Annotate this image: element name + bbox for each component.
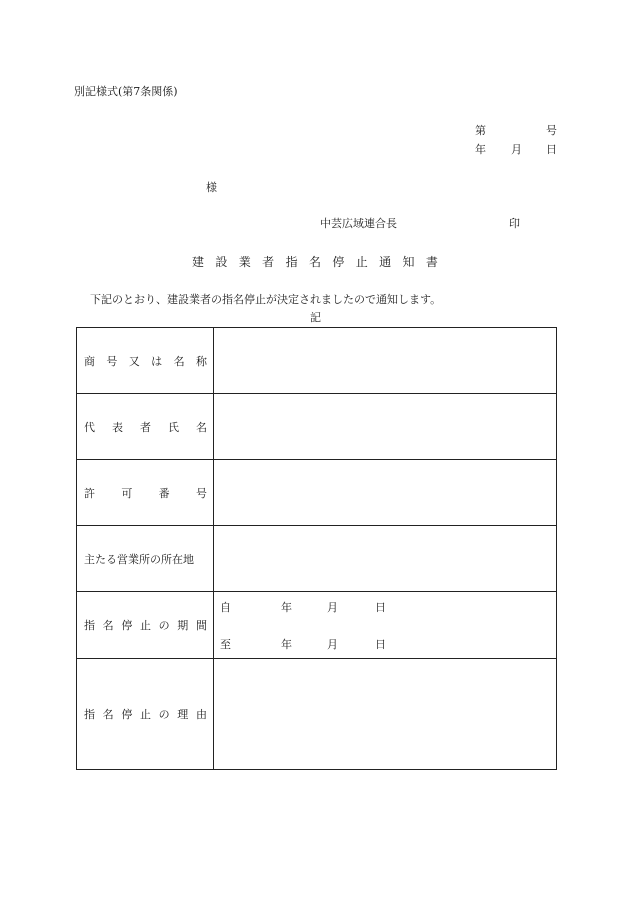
date-day-label: 日	[546, 143, 557, 156]
period-label-cell	[77, 592, 214, 659]
table-row	[77, 394, 557, 460]
trade-name-label: 商 号 又 は 名 称	[84, 354, 207, 368]
period-from-year: 年	[281, 601, 292, 614]
doc-number-prefix: 第	[475, 124, 486, 137]
title-char: 名	[308, 255, 321, 269]
table-row	[77, 526, 557, 592]
main-office-label: 主たる営業所の所在地	[84, 552, 194, 566]
date-month-label: 月	[511, 143, 522, 156]
title-char: 書	[425, 255, 438, 269]
title-char: 知	[402, 255, 415, 269]
period-from-prefix: 自	[220, 601, 231, 614]
addressee-suffix: 様	[206, 181, 217, 194]
title-char: 設	[215, 255, 228, 269]
table-row	[77, 460, 557, 526]
period-to-month: 月	[327, 638, 338, 651]
body-text: 下記のとおり、建設業者の指名停止が決定されましたので通知します。	[90, 293, 442, 306]
title-char: 通	[379, 255, 392, 269]
date-year-label: 年	[475, 143, 486, 156]
permit-number-value-cell[interactable]	[214, 460, 557, 526]
sender-name: 中芸広域連合長	[320, 217, 397, 230]
period-from-day: 日	[375, 601, 386, 614]
doc-number-suffix: 号	[546, 124, 557, 137]
reason-label: 指 名 停 止 の 理 由	[84, 708, 207, 721]
form-reference: 別記様式(第7条関係)	[74, 85, 178, 98]
table-row	[77, 592, 557, 659]
trade-name-label-cell	[77, 328, 214, 394]
title-char: 停	[332, 255, 345, 269]
main-office-value-cell[interactable]	[214, 526, 557, 592]
period-to-year: 年	[281, 638, 292, 651]
table-row	[77, 328, 557, 394]
seal-mark: 印	[509, 217, 520, 230]
permit-number-label-cell	[77, 460, 214, 526]
reason-value-cell[interactable]	[214, 659, 557, 770]
trade-name-value-cell[interactable]	[214, 328, 557, 394]
period-from-month: 月	[327, 601, 338, 614]
period-to-prefix: 至	[220, 638, 231, 651]
period-value-cell[interactable]	[214, 592, 557, 659]
reason-label-cell	[77, 659, 214, 770]
notice-table	[76, 327, 557, 770]
period-label: 指 名 停 止 の 期 間	[84, 619, 207, 632]
ki-heading: 記	[310, 311, 321, 324]
title-char: 指	[285, 255, 298, 269]
period-to-day: 日	[375, 638, 386, 651]
representative-value-cell[interactable]	[214, 394, 557, 460]
table-row	[77, 659, 557, 770]
permit-number-label: 許 可 番 号	[84, 486, 207, 500]
main-office-label-cell	[77, 526, 214, 592]
representative-label: 代 表 者 氏 名	[84, 420, 207, 434]
title-char: 建	[192, 255, 205, 269]
title-char: 業	[238, 255, 251, 269]
title-char: 止	[355, 255, 368, 269]
title-char: 者	[262, 255, 275, 269]
document-title	[192, 255, 438, 269]
representative-label-cell	[77, 394, 214, 460]
